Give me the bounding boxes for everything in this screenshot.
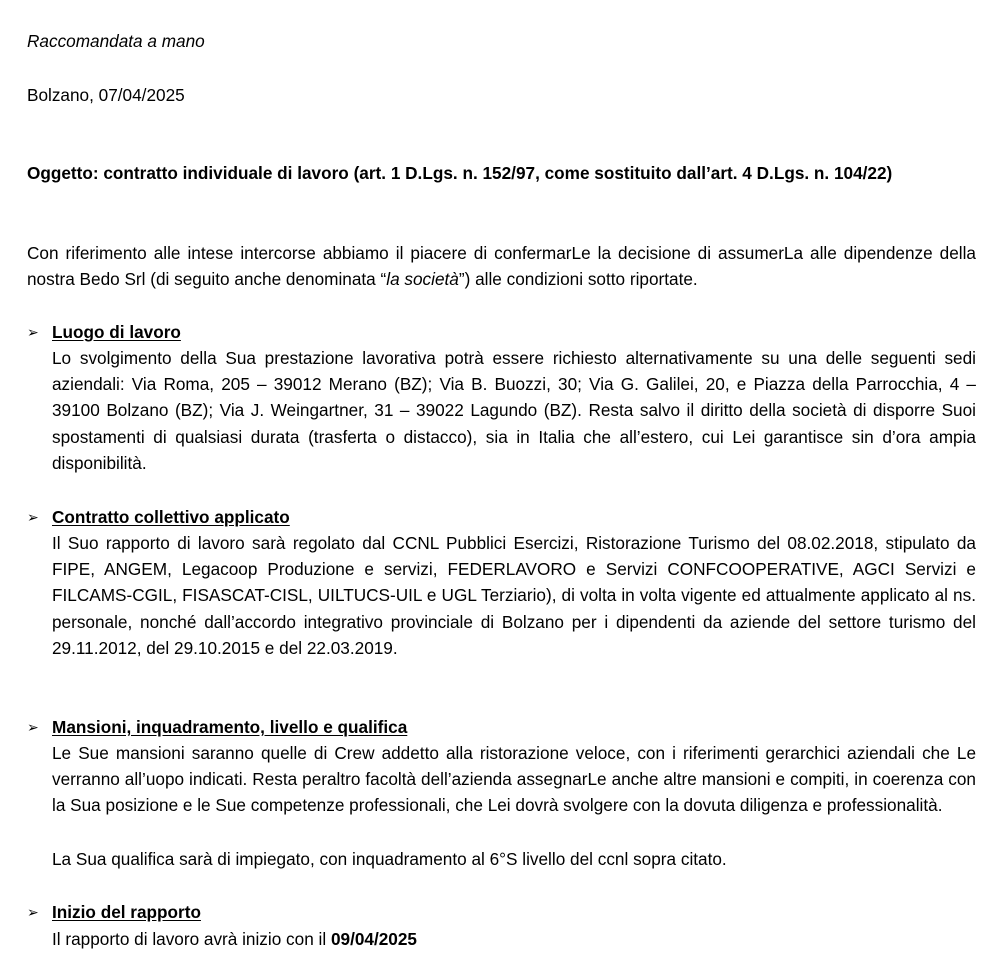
- intro-text-italic: la società: [386, 269, 459, 289]
- arrow-bullet-icon: ➢: [27, 510, 39, 526]
- section-contratto-body: Il Suo rapporto di lavoro sarà regolato dal CCNL Pubblici Esercizi, Ristorazione Turismo del 08.02.2018, stipulato da FIPE, ANGEM, Legacoop Produzione e servizi, FEDERLAVORO e Servizi CONFCOOPERATIVE, AGCI Servizi e FILCAMS-CGIL, FISASCAT-CISL, UILTUCS-UIL e UGL Terziario), di volta in volta vigente ed attualmente applicato al ns. personale, nonché dall’accordo integrativo provinciale di Bolzano per i dipendenti da aziende del settore turismo del 29.11.2012, del 29.10.2015 e del 22.03.2019.: [52, 533, 976, 658]
- intro-text-before: Con riferimento alle intese intercorse abbiamo il piacere di confermarLe la decisione di assumerLa alle dipendenze della nostra Bedo Srl (di seguito anche denominata “: [27, 243, 976, 289]
- intro-text-after: ”) alle condizioni sotto riportate.: [458, 269, 698, 289]
- subject-line: Oggetto: contratto individuale di lavoro (art. 1 D.Lgs. n. 152/97, come sostituito dall’art. 4 D.Lgs. n. 104/22): [27, 163, 893, 183]
- intro-paragraph: [27, 240, 976, 292]
- delivery-note: Raccomandata a mano: [27, 31, 205, 51]
- section-inizio-heading: [27, 901, 201, 924]
- section-mansioni-body-2: La Sua qualifica sarà di impiegato, con inquadramento al 6°S livello del ccnl sopra citato.: [52, 849, 727, 869]
- arrow-bullet-icon: ➢: [27, 325, 39, 341]
- section-luogo-title: Luogo di lavoro: [52, 322, 181, 342]
- section-inizio-title: Inizio del rapporto: [52, 902, 201, 922]
- start-date: 09/04/2025: [330, 929, 417, 949]
- section-inizio-body: [52, 926, 976, 952]
- section-mansioni-body: Le Sue mansioni saranno quelle di Crew addetto alla ristorazione veloce, con i riferimenti gerarchici aziendali che Le verranno all’uopo indicati. Resta peraltro facoltà dell’azienda assegnarLe anche altre mansioni e compiti, in coerenza con la Sua posizione e le Sue competenze professionali, che Lei dovrà svolgere con la dovuta diligenza e professionalità.: [52, 743, 976, 816]
- section-contratto-title: Contratto collettivo applicato: [52, 507, 290, 527]
- section-mansioni-title: Mansioni, inquadramento, livello e qualifica: [52, 717, 408, 737]
- section-luogo-heading: [27, 321, 181, 344]
- arrow-bullet-icon: ➢: [27, 905, 39, 921]
- section-contratto-heading: [27, 506, 290, 529]
- section-inizio-text: Il rapporto di lavoro avrà inizio con il: [52, 929, 331, 949]
- place-date: Bolzano, 07/04/2025: [27, 85, 185, 105]
- section-luogo-body: Lo svolgimento della Sua prestazione lavorativa potrà essere richiesto alternativamente su una delle seguenti sedi aziendali: Via Roma, 205 – 39012 Merano (BZ); Via B. Buozzi, 30; Via G. Galilei, 20, e Piazza della Parrocchia, 4 – 39100 Bolzano (BZ); Via J. Weingartner, 31 – 39022 Lagundo (BZ). Resta salvo il diritto della società di disporre Suoi spostamenti di qualsiasi durata (trasferta o distacco), sia in Italia che all’estero, cui Lei garantisce sin d’ora ampia disponibilità.: [52, 348, 976, 473]
- arrow-bullet-icon: ➢: [27, 720, 39, 736]
- section-mansioni-heading: [27, 716, 407, 739]
